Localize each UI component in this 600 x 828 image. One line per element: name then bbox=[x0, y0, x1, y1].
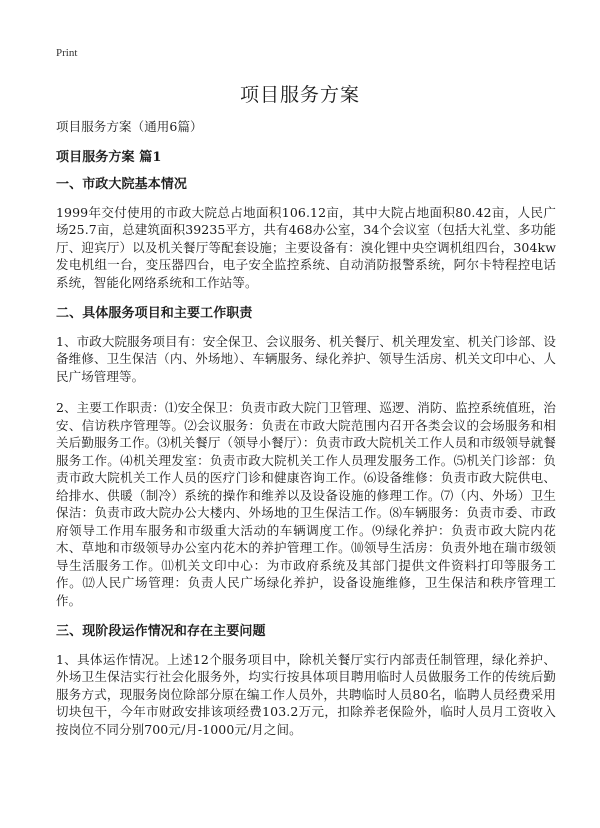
paragraph-basic-situation: 1999年交付使用的市政大院总占地面积106.12亩，其中大院占地面积80.42亩，人民广场25.7亩，总建筑面积39235平方，共有468办公室，34个会议室（包括大礼堂、多功能厅、迎宾厅）以及机关餐厅等配套设施；主要设备有：溴化锂中央空调机组四台，304kw发电机组一台，变压器四台，电子安全监控系统、自动消防报警系统，阿尔卡特程控电话系统，智能化网络系统和工作站等。 bbox=[56, 204, 556, 290]
section-heading: 项目服务方案 篇1 bbox=[56, 149, 162, 165]
heading-service-items: 二、具体服务项目和主要工作职责 bbox=[56, 306, 253, 321]
document-body bbox=[56, 118, 556, 752]
paragraph-main-duties: 2、主要工作职责：⑴安全保卫：负责市政大院门卫管理、巡逻、消防、监控系统值班，治安、信访秩序管理等。⑵会议服务：负责在市政大院范围内召开各类会议的会场服务和相关后勤服务工作。⑶机关餐厅（领导小餐厅）：负责市政大院机关工作人员和市级领导就餐服务工作。⑷机关理发室：负责市政大院机关工作人员理发服务工作。⑸机关门诊部：负责市政大院机关工作人员的医疗门诊和健康咨询工作。⑹设备维修：负责市政大院供电、给排水、供暖（制冷）系统的操作和维养以及设备设施的修理工作。⑺（内、外场）卫生保洁：负责市政大院办公大楼内、外场地的卫生保洁工作。⑻车辆服务：负责市委、市政府领导工作用车服务和市级重大活动的车辆调度工作。⑼绿化养护：负责市政大院内花木、草地和市级领导办公室内花木的养护管理工作。⑽领导生活房：负责外地在瑞市级领导生活服务工作。⑾机关文印中心：为市政府系统及其部门提供文件资料打印等服务工作。⑿人民广场管理：负责人民广场绿化养护，设备设施维修，卫生保洁和秩序管理工作。 bbox=[56, 400, 556, 608]
heading-basic-situation: 一、市政大院基本情况 bbox=[56, 177, 188, 192]
document-title: 项目服务方案 bbox=[239, 84, 360, 106]
heading-current-status: 三、现阶段运作情况和存在主要问题 bbox=[56, 624, 266, 639]
paragraph-service-items: 1、市政大院服务项目有：安全保卫、会议服务、机关餐厅、机关理发室、机关门诊部、设备维修、卫生保洁（内、外场地）、车辆服务、绿化养护、领导生活房、机关文印中心、人民广场管理等。 bbox=[56, 333, 556, 384]
document-subtitle: 项目服务方案（通用6篇） bbox=[56, 119, 203, 134]
print-label[interactable]: Print bbox=[56, 47, 78, 59]
paragraph-operation: 1、具体运作情况。上述12个服务项目中，除机关餐厅实行内部责任制管理，绿化养护、外场卫生保洁实行社会化服务外，均实行按具体项目聘用临时人员做服务工作的传统后勤服务方式，现服务岗位除部分原在编工作人员外，共聘临时人员80名，临聘人员经费采用切块包干，今年市财政安排该项经费103.2万元，扣除养老保险外，临时人员月工资收入按岗位不同分别700元/月-1000元/月之间。 bbox=[56, 651, 556, 737]
